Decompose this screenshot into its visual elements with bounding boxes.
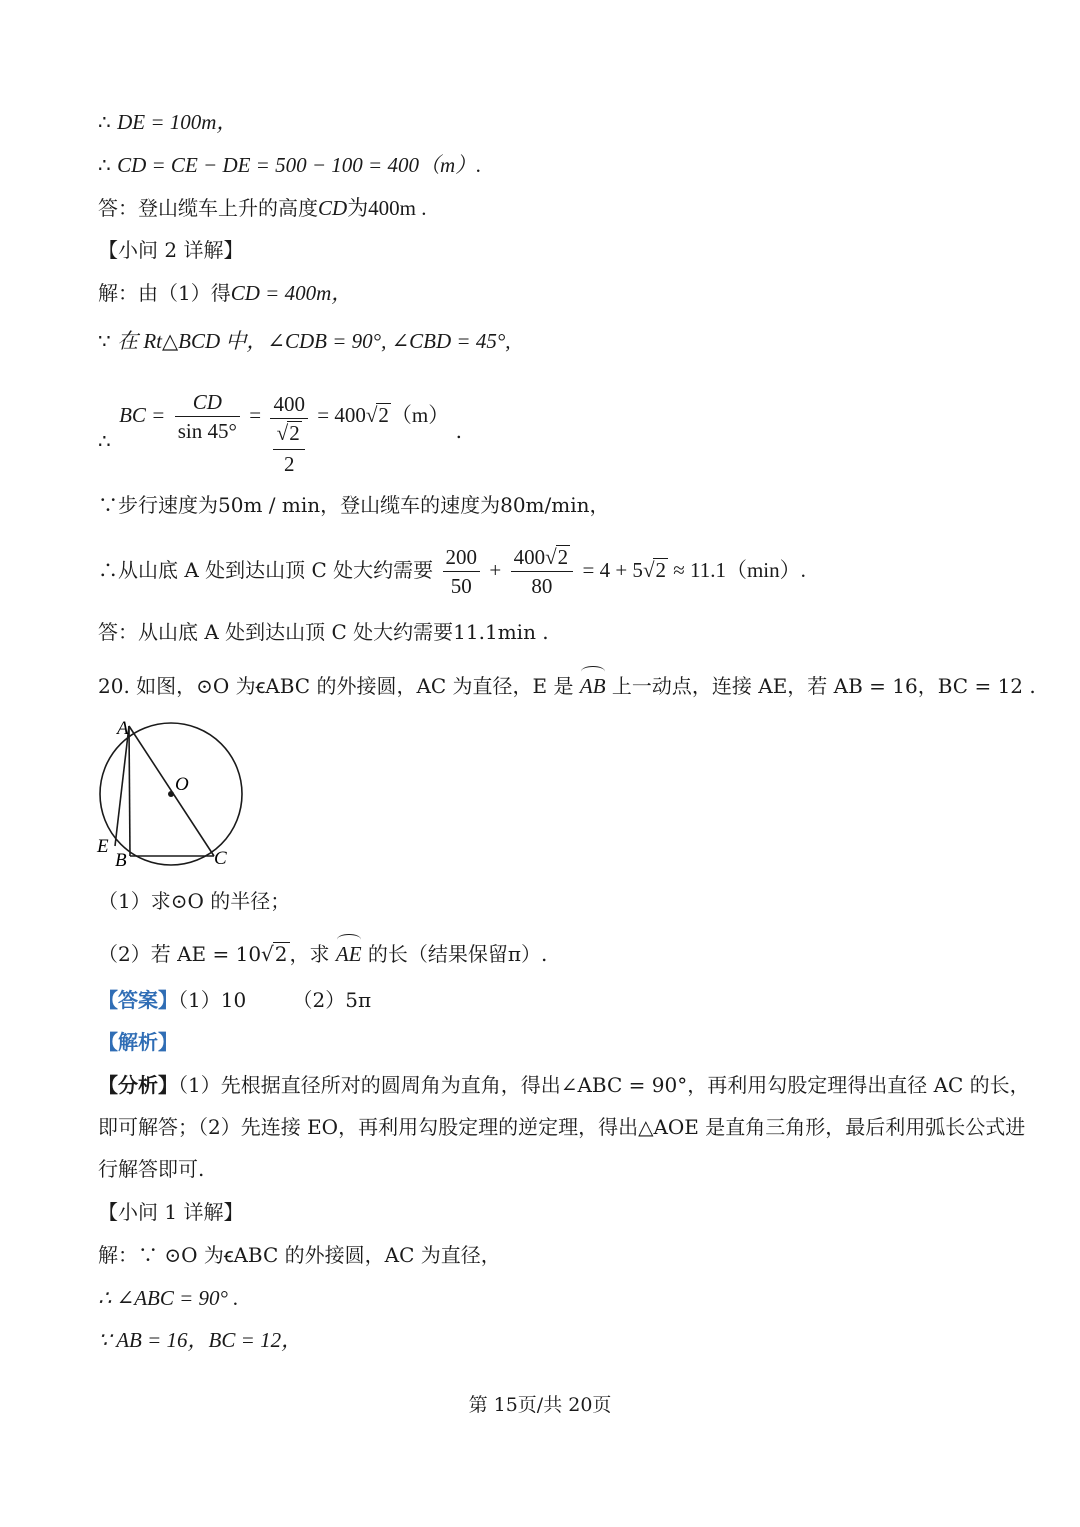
sub2-suffix: 的长（结果保留π）. [367, 942, 548, 966]
arc-ae: AE [336, 936, 362, 968]
answer-tag: 【答案】 [98, 988, 178, 1012]
frac-numerator: CD [175, 388, 240, 417]
solution-line-2 [98, 1284, 238, 1312]
speeds-text: 步行速度为50m / min，登山缆车的速度为80m/min， [118, 493, 610, 517]
time-prefix: 从山底 A 处到达山顶 C 处大约需要 [118, 558, 434, 582]
label-e: E [97, 836, 109, 857]
sub-question-1 [98, 887, 290, 915]
line-bc-formula [98, 384, 462, 476]
answer-time-text: 答：从山底 A 处到达山顶 C 处大约需要11.1min . [98, 620, 549, 644]
because-symbol: ∵ [98, 329, 111, 353]
bc-result: = 400√2（m） [317, 402, 450, 427]
question-number: 20. [98, 674, 130, 698]
solution-line-1 [98, 1241, 501, 1269]
answer-prefix: 答：登山缆车上升的高度 [98, 196, 318, 220]
radicand: 2 [557, 545, 569, 569]
period: . [455, 418, 462, 443]
label-a: A [117, 718, 129, 739]
compound-denominator: √2 [273, 419, 305, 450]
section-title-text: 【小问 2 详解】 [98, 238, 244, 262]
analysis-section [98, 1028, 178, 1056]
line-speeds [98, 491, 610, 519]
therefore-symbol: ∴ [98, 428, 111, 453]
fraction-cd-sin45 [175, 388, 240, 445]
line-triangle-bcd [98, 327, 511, 355]
frac-denominator: 50 [450, 574, 472, 598]
equation-cd: CD = CE − DE = 500 − 100 = 400（m）. [117, 153, 482, 177]
line-cd [98, 151, 481, 179]
approx-result: ≈ 11.1（min）. [673, 558, 806, 582]
section-title-q2 [98, 236, 243, 264]
result-sum: = 4 + 5 [582, 558, 643, 582]
var-cd: CD [318, 196, 348, 220]
sub1-text: （1）求⊙O 的半径； [98, 889, 291, 913]
radicand: 2 [655, 558, 666, 582]
section-title-text: 【小问 1 详解】 [98, 1200, 244, 1224]
equation-cd-400: CD = 400m， [230, 281, 353, 305]
fenxi-text-3: 行解答即可. [98, 1157, 205, 1181]
question-20 [98, 668, 1036, 700]
solution-q2-start [98, 279, 352, 307]
line-de [98, 108, 237, 136]
radicand: 2 [378, 402, 389, 427]
solution-text-1: 解：∵ ⊙O 为ꞓABC 的外接圆，AC 为直径， [98, 1243, 501, 1267]
label-b: B [115, 850, 127, 871]
fenxi-line-3 [98, 1155, 204, 1183]
answer-line-time [98, 618, 549, 646]
denominator-two: 2 [283, 452, 295, 476]
page-footer: 第 15页/共 20页 [468, 1394, 612, 1416]
fraction-200-50 [443, 543, 481, 600]
sub2-prefix: （2）若 AE = 10 [98, 942, 262, 966]
unit-m: （m） [390, 402, 450, 427]
solution-text-3: ∵ AB = 16，BC = 12， [98, 1328, 303, 1352]
therefore-symbol: ∴ [98, 558, 118, 582]
label-c: C [214, 848, 227, 869]
fenxi-line-1 [98, 1071, 1030, 1099]
section-title-q1 [98, 1198, 243, 1226]
segment-ac [129, 726, 214, 856]
solution-prefix: 解：由（1）得 [98, 281, 231, 305]
segment-ab [129, 726, 130, 856]
center-point [168, 791, 174, 797]
solution-text-2: ∴ ∠ABC = 90° . [98, 1286, 239, 1310]
arc-ab: AB [580, 668, 606, 700]
sub-question-2: （2）若 AE = 10√2 ，求 AE 的长（结果保留π）. [98, 936, 547, 968]
fraction-400root2-80 [511, 543, 574, 600]
result-coefficient: = 400 [317, 402, 366, 427]
fenxi-text-2: 即可解答；（2）先连接 EO，再利用勾股定理的逆定理，得出△AOE 是直角三角形，最后利用弧长公式进 [98, 1115, 1026, 1139]
radicand: 2 [289, 421, 300, 445]
answer-part1: （1）10 [178, 988, 247, 1012]
analysis-tag: 【解析】 [98, 1030, 178, 1054]
label-o: O [175, 774, 189, 795]
frac-denominator [270, 419, 308, 478]
because-symbol: ∵ [98, 493, 118, 517]
fraction-400-root2-over-2 [270, 390, 308, 478]
fenxi-line-2 [98, 1113, 1025, 1141]
answer-part2: （2）5π [292, 988, 372, 1012]
numerator-coef: 400 [513, 545, 546, 569]
question-text-part2: 上一动点，连接 AE，若 AB = 16，BC = 12 . [611, 674, 1036, 698]
question-text-part1: 如图，⊙O 为ꞓABC 的外接圆，AC 为直径，E 是 [136, 674, 574, 698]
solution-line-3 [98, 1326, 302, 1354]
therefore-symbol: ∴ [98, 153, 111, 177]
line-time-formula [98, 543, 806, 600]
plus-sign: + [489, 558, 502, 582]
fenxi-text-1: （1）先根据直径所对的圆周角为直角，得出∠ABC = 90°，再利用勾股定理得出直径 AC 的长， [178, 1073, 1030, 1097]
frac-denominator: sin 45° [177, 418, 237, 443]
circle-figure [92, 716, 252, 872]
equals-sign: = [249, 402, 262, 427]
therefore-symbol: ∴ [98, 110, 111, 134]
frac-denominator: 80 [531, 574, 553, 598]
triangle-statement: 在 Rt△BCD 中，∠CDB = 90°, ∠CBD = 45°, [117, 329, 511, 353]
frac-numerator: 200 [443, 543, 481, 572]
frac-numerator: 400√2 [511, 543, 574, 572]
fenxi-tag: 【分析】 [98, 1073, 178, 1097]
segment-ae [115, 726, 129, 846]
answer-section [98, 986, 371, 1014]
lhs-bc: BC = [119, 402, 166, 427]
answer-suffix: 为400m . [347, 196, 427, 220]
answer-line-cd [98, 194, 427, 222]
sub2-mid: ，求 [289, 942, 330, 966]
radicand: 2 [274, 942, 288, 966]
time-result: = 4 + 5√2 ≈ 11.1（min）. [582, 558, 806, 582]
frac-numerator: 400 [270, 390, 308, 419]
equation-de: DE = 100m， [117, 110, 238, 134]
